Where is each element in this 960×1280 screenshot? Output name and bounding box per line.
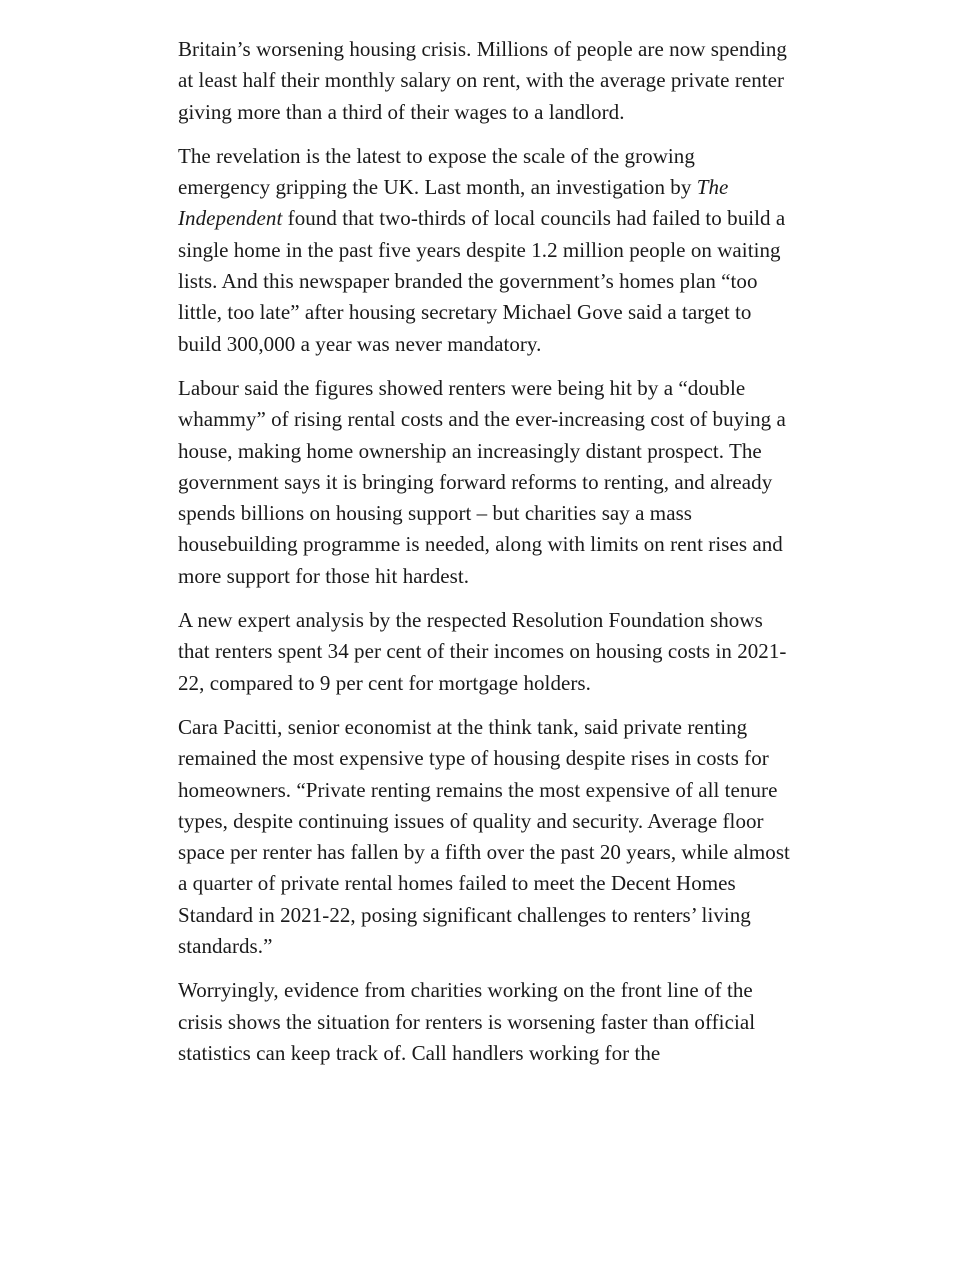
paragraph-charities-evidence: Worryingly, evidence from charities working on the front line of the crisis shows the situation for renters is worsening faster than official statistics can keep track of. Call handlers working for the <box>178 978 756 1065</box>
paragraph-revelation <box>178 141 790 360</box>
paragraph-revelation-lead: The revelation is the latest to expose the scale of the growing emergency gripping the UK. Last month, an investigation by <box>178 143 695 200</box>
paragraph-housing-crisis: Britain’s worsening housing crisis. Millions of people are now spending at least half their monthly salary on rent, with the average private renter giving more than a third of their wages to a landlord. <box>178 37 787 124</box>
publication-name: The Independent <box>178 175 729 231</box>
paragraph-resolution-foundation: A new expert analysis by the respected Resolution Foundation shows that renters spent 34 per cent of their incomes on housing costs in 2021-22, compared to 9 per cent for mortgage holders. <box>178 608 787 695</box>
paragraph-economist-quote: Cara Pacitti, senior economist at the think tank, said private renting remained the most expensive type of housing despite rises in costs for homeowners. “Private renting remains the most expensive of all tenure types, despite continuing issues of quality and security. Average floor space per renter has fallen by a fifth over the past 20 years, while almost a quarter of private rental homes failed to meet the Decent Homes Standard in 2021-22, posing significant challenges to renters’ living standards.” <box>178 714 790 959</box>
article-body <box>178 34 790 1082</box>
paragraph-revelation-rest: found that two-thirds of local councils had failed to build a single home in the past five years despite 1.2 million people on waiting lists. And this newspaper branded the government’s homes plan “too little, too late” after housing secretary Michael Gove said a target to build 300,000 a year was never mandatory. <box>178 206 786 356</box>
paragraph-labour-response: Labour said the figures showed renters were being hit by a “double whammy” of rising rental costs and the ever-increasing cost of buying a house, making home ownership an increasingly distant prospect. The government says it is bringing forward reforms to renting, and already spends billions on housing support – but charities say a mass housebuilding programme is needed, along with limits on rent rises and more support for those hit hardest. <box>178 375 786 588</box>
